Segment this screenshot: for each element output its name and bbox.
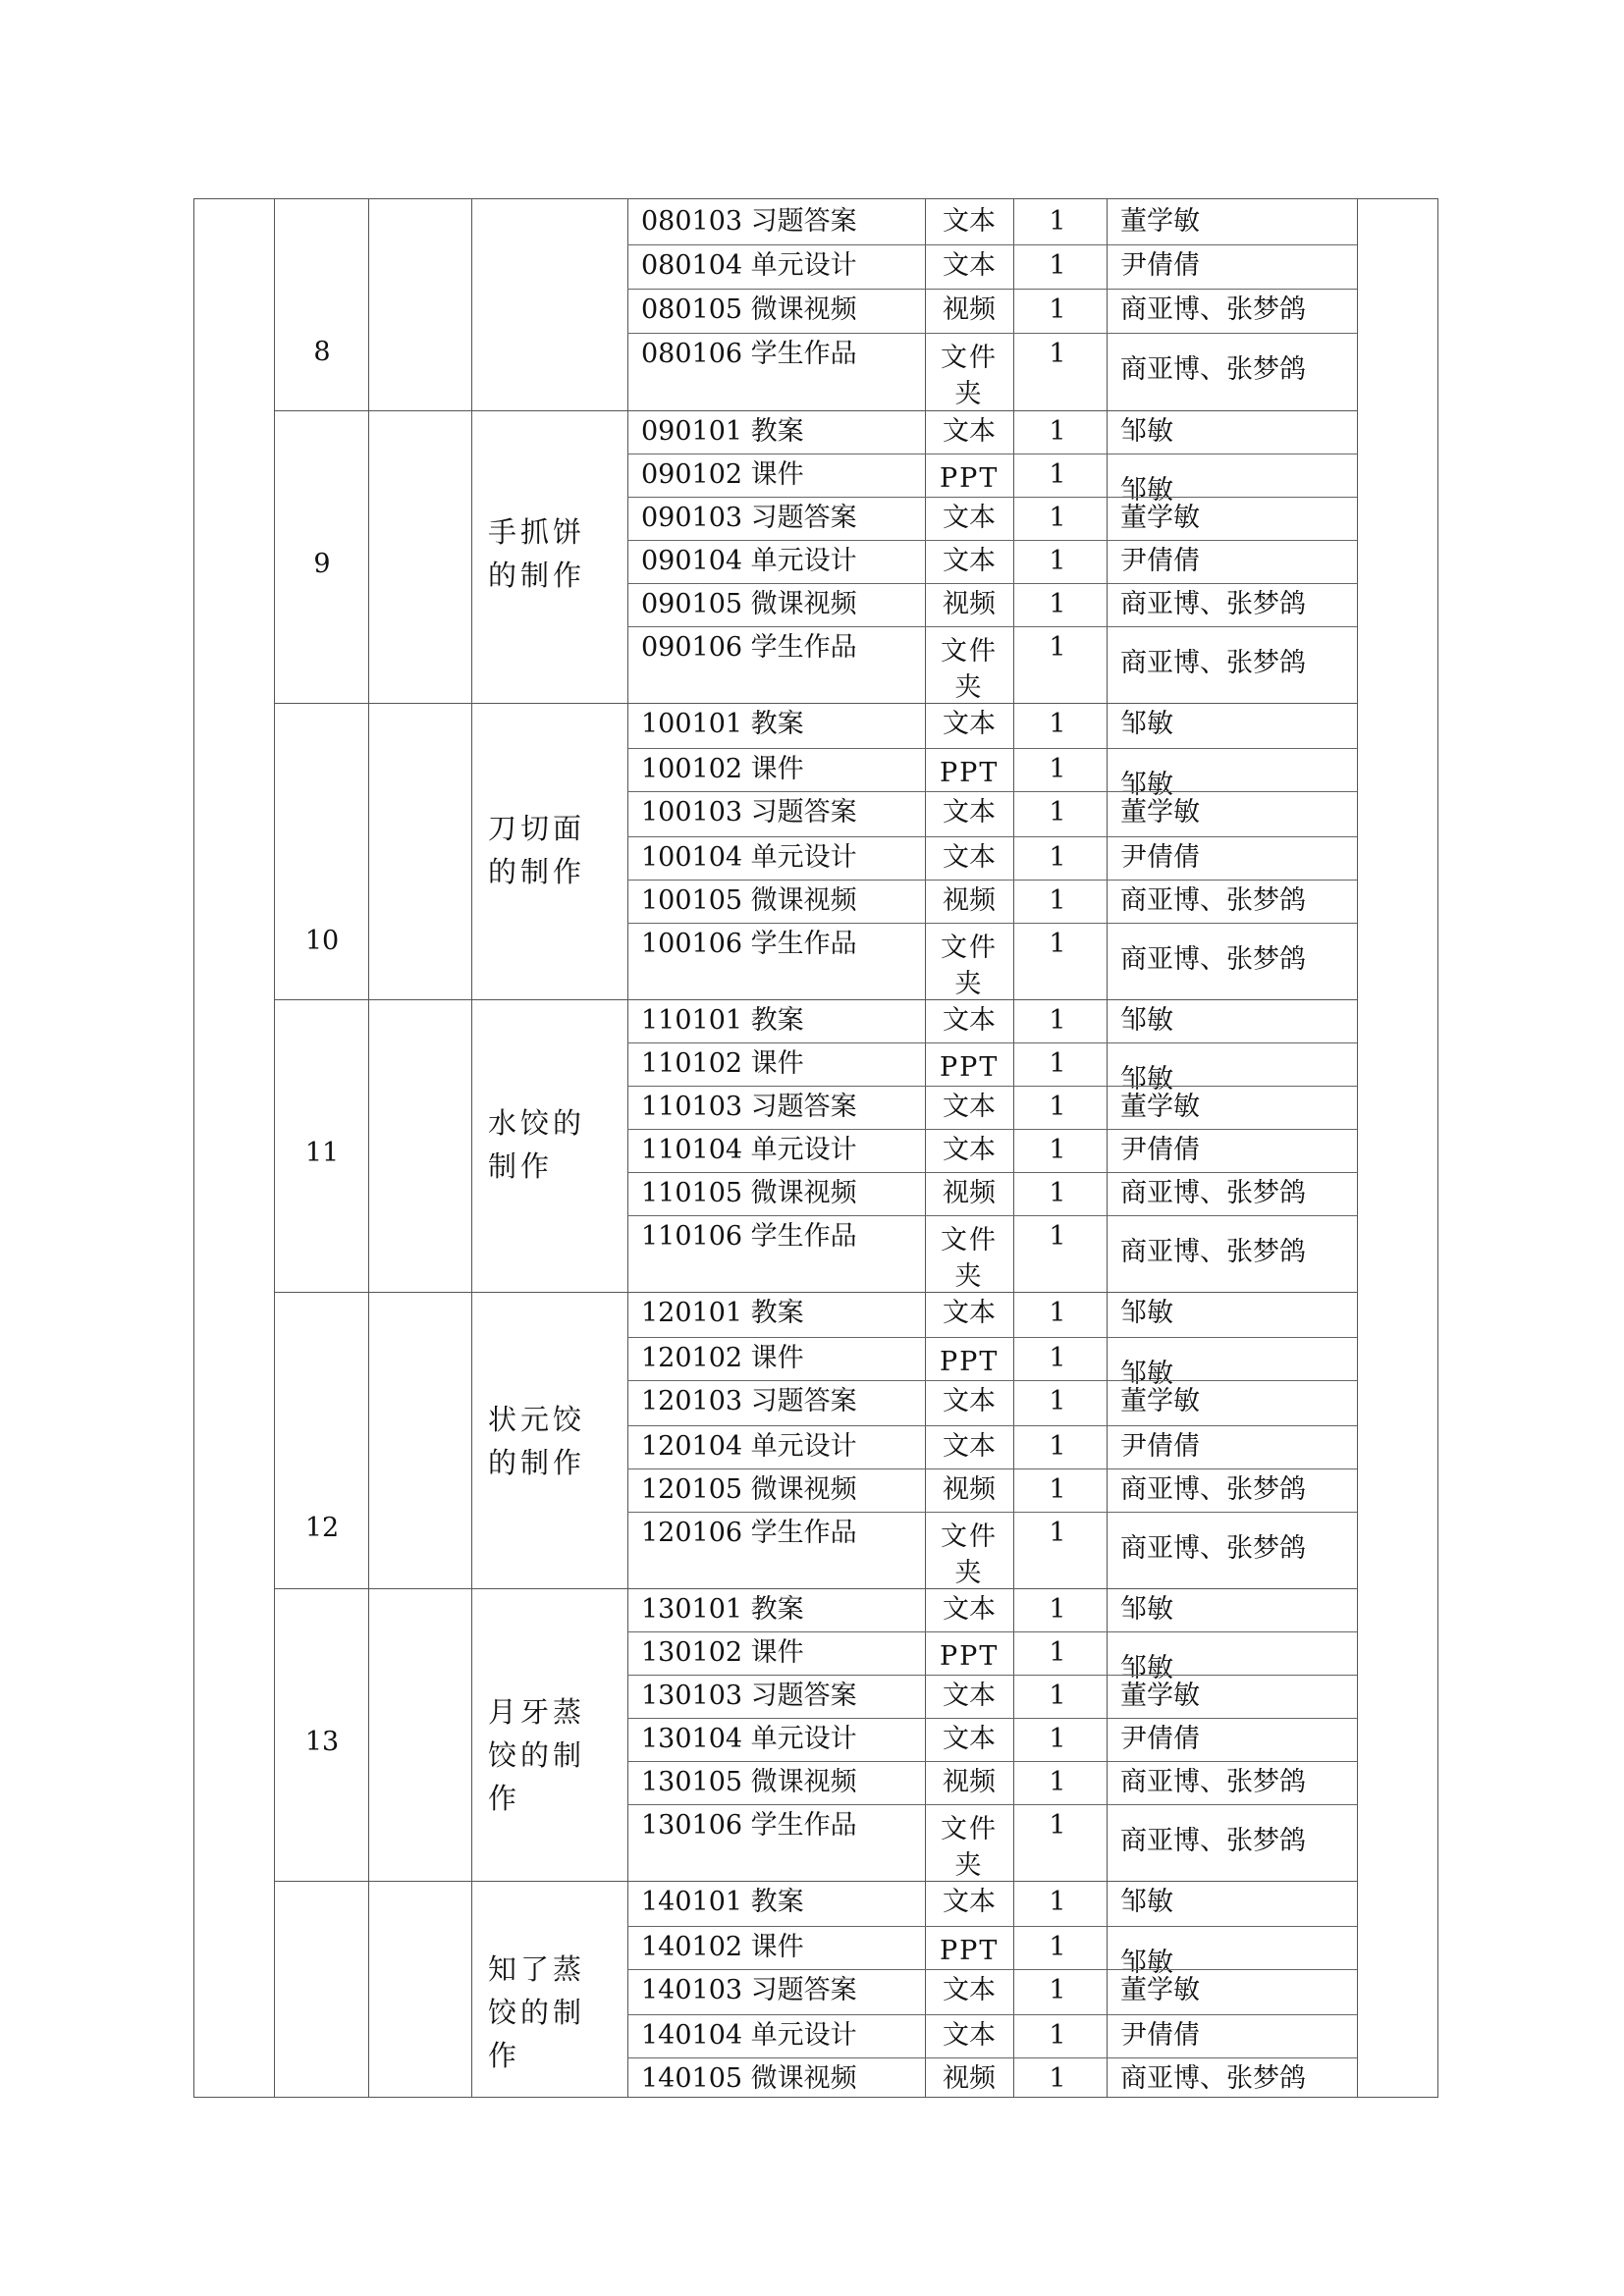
row-divider — [627, 1675, 1357, 1676]
unit-number: 9 — [313, 549, 331, 579]
resource-name: 120103 习题答案 — [641, 1386, 857, 1416]
resource-author: 商亚博、张梦鸽 — [1120, 1533, 1306, 1564]
resource-type: PPT — [940, 1936, 1000, 1966]
resource-quantity: 1 — [1049, 206, 1066, 237]
resource-name: 120105 微课视频 — [641, 1474, 857, 1505]
resource-author: 邹敏 — [1120, 1298, 1173, 1328]
resource-name: 080104 单元设计 — [641, 250, 857, 281]
resource-author: 董学敏 — [1120, 1092, 1200, 1122]
resource-author: 邹敏 — [1120, 1064, 1173, 1095]
resource-quantity: 1 — [1049, 1887, 1066, 1917]
row-divider — [627, 1512, 1357, 1513]
row-divider — [627, 1425, 1357, 1426]
resource-type: 文本 — [943, 2020, 996, 2051]
resource-quantity: 1 — [1049, 416, 1066, 447]
column-divider — [1107, 198, 1108, 2098]
resource-author: 尹倩倩 — [1120, 2020, 1200, 2051]
resource-name: 110101 教案 — [641, 1005, 804, 1036]
resource-quantity: 1 — [1049, 709, 1066, 739]
unit-number: 8 — [313, 337, 331, 367]
resource-author: 商亚博、张梦鸽 — [1120, 944, 1306, 975]
resource-name: 140101 教案 — [641, 1887, 804, 1917]
resource-type: 文本 — [943, 546, 996, 576]
resource-type: 视频 — [943, 2063, 996, 2094]
resource-quantity: 1 — [1049, 1518, 1066, 1548]
resource-name: 100106 学生作品 — [641, 929, 857, 959]
resource-quantity: 1 — [1049, 294, 1066, 325]
resource-name: 110106 学生作品 — [641, 1221, 857, 1252]
resource-author: 商亚博、张梦鸽 — [1120, 589, 1306, 619]
row-divider — [627, 1129, 1357, 1130]
resource-author: 邹敏 — [1120, 1594, 1173, 1625]
resource-quantity: 1 — [1049, 2063, 1066, 2094]
resource-type: 视频 — [943, 885, 996, 916]
resource-quantity: 1 — [1049, 1005, 1066, 1036]
row-divider — [627, 1042, 1357, 1043]
resource-quantity: 1 — [1049, 339, 1066, 369]
resource-type: 文本 — [943, 1386, 996, 1416]
unit-divider — [274, 999, 1357, 1000]
resource-author: 商亚博、张梦鸽 — [1120, 885, 1306, 916]
row-divider — [627, 1969, 1357, 1970]
resource-name: 090103 习题答案 — [641, 503, 857, 533]
resource-name: 130105 微课视频 — [641, 1767, 857, 1797]
row-divider — [627, 923, 1357, 924]
resource-type: 文本 — [943, 1975, 996, 2005]
row-divider — [627, 1468, 1357, 1469]
row-divider — [627, 1172, 1357, 1173]
resource-name: 110103 习题答案 — [641, 1092, 857, 1122]
unit-divider — [274, 1588, 1357, 1589]
resource-name: 110104 单元设计 — [641, 1135, 857, 1165]
resource-name: 090104 单元设计 — [641, 546, 857, 576]
resource-type: 文本 — [943, 1135, 996, 1165]
column-divider — [471, 198, 472, 2098]
resource-name: 110105 微课视频 — [641, 1178, 857, 1208]
lesson-title: 状元饺的制作 — [488, 1403, 586, 1479]
row-divider — [627, 497, 1357, 498]
resource-type: 文本 — [943, 416, 996, 447]
resource-quantity: 1 — [1049, 929, 1066, 959]
row-divider — [627, 1804, 1357, 1805]
resource-author: 邹敏 — [1120, 709, 1173, 739]
resource-author: 邹敏 — [1120, 1653, 1173, 1683]
resource-type: 文本 — [943, 503, 996, 533]
resource-author: 商亚博、张梦鸽 — [1120, 294, 1306, 325]
resource-quantity: 1 — [1049, 2020, 1066, 2051]
resource-type: 文本 — [943, 1681, 996, 1711]
resource-type: 文本 — [943, 1092, 996, 1122]
resource-type: PPT — [940, 1052, 1000, 1083]
resource-type: 文本 — [943, 206, 996, 237]
resource-name: 100101 教案 — [641, 709, 804, 739]
lesson-title: 月牙蒸饺的制作 — [488, 1695, 586, 1815]
resource-author: 董学敏 — [1120, 1975, 1200, 2005]
resource-name: 090106 学生作品 — [641, 632, 857, 663]
resource-type: 视频 — [943, 294, 996, 325]
resource-type: 文本 — [943, 842, 996, 873]
column-divider — [1357, 198, 1358, 2098]
column-divider — [627, 198, 628, 2098]
resource-quantity: 1 — [1049, 1386, 1066, 1416]
resource-name: 120101 教案 — [641, 1298, 804, 1328]
resource-name: 120104 单元设计 — [641, 1431, 857, 1462]
resource-name: 130101 教案 — [641, 1594, 804, 1625]
resource-quantity: 1 — [1049, 1932, 1066, 1962]
resource-quantity: 1 — [1049, 1474, 1066, 1505]
resource-name: 090105 微课视频 — [641, 589, 857, 619]
resource-type: 文件夹 — [941, 1522, 998, 1588]
resource-name: 140105 微课视频 — [641, 2063, 857, 2094]
resource-quantity: 1 — [1049, 1178, 1066, 1208]
resource-name: 140104 单元设计 — [641, 2020, 857, 2051]
resource-name: 080106 学生作品 — [641, 339, 857, 369]
resource-type: 文本 — [943, 1724, 996, 1754]
resource-type: 文本 — [943, 1005, 996, 1036]
resource-type: PPT — [940, 758, 1000, 788]
resource-type: 文件夹 — [941, 933, 998, 999]
resource-type: 文本 — [943, 250, 996, 281]
resource-quantity: 1 — [1049, 1975, 1066, 2005]
resource-author: 尹倩倩 — [1120, 842, 1200, 873]
row-divider — [627, 626, 1357, 627]
resource-author: 商亚博、张梦鸽 — [1120, 648, 1306, 678]
resource-quantity: 1 — [1049, 459, 1066, 490]
resource-quantity: 1 — [1049, 842, 1066, 873]
lesson-title: 手抓饼的制作 — [488, 515, 586, 592]
row-divider — [627, 2014, 1357, 2015]
resource-type: 文本 — [943, 1594, 996, 1625]
resource-author: 邹敏 — [1120, 1359, 1173, 1389]
resource-type: 视频 — [943, 589, 996, 619]
resource-author: 董学敏 — [1120, 503, 1200, 533]
resource-type: 文件夹 — [941, 1225, 998, 1292]
lesson-title: 水饺的制作 — [488, 1106, 586, 1183]
resource-quantity: 1 — [1049, 1594, 1066, 1625]
resource-quantity: 1 — [1049, 1343, 1066, 1373]
lesson-title: 知了蒸饺的制作 — [488, 1952, 586, 2072]
row-divider — [627, 244, 1357, 245]
unit-number: 10 — [304, 926, 340, 956]
unit-number: 13 — [304, 1727, 340, 1757]
resource-author: 邹敏 — [1120, 1948, 1173, 1978]
resource-quantity: 1 — [1049, 503, 1066, 533]
resource-author: 邹敏 — [1120, 1887, 1173, 1917]
resource-type: 文本 — [943, 1298, 996, 1328]
unit-divider — [274, 703, 1357, 704]
resource-author: 邹敏 — [1120, 416, 1173, 447]
resource-quantity: 1 — [1049, 797, 1066, 828]
resource-type: PPT — [940, 1641, 1000, 1672]
resource-quantity: 1 — [1049, 546, 1066, 576]
resource-author: 邹敏 — [1120, 1005, 1173, 1036]
resource-type: 视频 — [943, 1767, 996, 1797]
unit-divider — [274, 1292, 1357, 1293]
resource-quantity: 1 — [1049, 1681, 1066, 1711]
row-divider — [627, 1337, 1357, 1338]
resource-quantity: 1 — [1049, 1048, 1066, 1079]
resource-quantity: 1 — [1049, 885, 1066, 916]
row-divider — [627, 748, 1357, 749]
resource-name: 100105 微课视频 — [641, 885, 857, 916]
column-divider — [368, 198, 369, 2098]
resource-author: 商亚博、张梦鸽 — [1120, 2063, 1306, 2094]
resource-author: 尹倩倩 — [1120, 1724, 1200, 1754]
resource-name: 140102 课件 — [641, 1932, 804, 1962]
resource-author: 尹倩倩 — [1120, 546, 1200, 576]
resource-type: 文件夹 — [941, 343, 998, 409]
resource-quantity: 1 — [1049, 250, 1066, 281]
resource-type: PPT — [940, 1347, 1000, 1377]
resource-name: 130104 单元设计 — [641, 1724, 857, 1754]
row-divider — [627, 583, 1357, 584]
unit-divider — [274, 410, 1357, 411]
resource-name: 100103 习题答案 — [641, 797, 857, 828]
row-divider — [627, 1086, 1357, 1087]
resource-author: 董学敏 — [1120, 206, 1200, 237]
resource-author: 商亚博、张梦鸽 — [1120, 1474, 1306, 1505]
row-divider — [627, 289, 1357, 290]
resource-quantity: 1 — [1049, 754, 1066, 784]
resource-type: 文本 — [943, 709, 996, 739]
resource-name: 130102 课件 — [641, 1637, 804, 1668]
row-divider — [627, 1761, 1357, 1762]
resource-name: 080103 习题答案 — [641, 206, 857, 237]
row-divider — [627, 2057, 1357, 2058]
resource-quantity: 1 — [1049, 1724, 1066, 1754]
row-divider — [627, 540, 1357, 541]
resource-author: 商亚博、张梦鸽 — [1120, 1767, 1306, 1797]
unit-divider — [274, 1881, 1357, 1882]
resource-quantity: 1 — [1049, 1637, 1066, 1668]
resource-type: 视频 — [943, 1178, 996, 1208]
resource-quantity: 1 — [1049, 1767, 1066, 1797]
resource-type: 文件夹 — [941, 636, 998, 703]
resource-author: 尹倩倩 — [1120, 1431, 1200, 1462]
row-divider — [627, 1215, 1357, 1216]
resource-quantity: 1 — [1049, 1810, 1066, 1841]
row-divider — [627, 333, 1357, 334]
resource-quantity: 1 — [1049, 632, 1066, 663]
resource-type: 文本 — [943, 1887, 996, 1917]
unit-number: 12 — [304, 1513, 340, 1543]
resource-name: 090102 课件 — [641, 459, 804, 490]
row-divider — [627, 1631, 1357, 1632]
row-divider — [627, 791, 1357, 792]
resource-name: 080105 微课视频 — [641, 294, 857, 325]
resource-quantity: 1 — [1049, 1298, 1066, 1328]
resource-type: 文本 — [943, 797, 996, 828]
resource-type: 视频 — [943, 1474, 996, 1505]
resource-name: 110102 课件 — [641, 1048, 804, 1079]
resource-type: 文件夹 — [941, 1814, 998, 1881]
resource-type: PPT — [940, 463, 1000, 494]
resource-author: 商亚博、张梦鸽 — [1120, 1178, 1306, 1208]
resource-quantity: 1 — [1049, 1135, 1066, 1165]
resource-quantity: 1 — [1049, 1221, 1066, 1252]
row-divider — [627, 1380, 1357, 1381]
lesson-title: 刀切面的制作 — [488, 812, 586, 888]
resource-quantity: 1 — [1049, 1092, 1066, 1122]
unit-number: 11 — [304, 1138, 340, 1168]
resource-quantity: 1 — [1049, 589, 1066, 619]
resource-name: 090101 教案 — [641, 416, 804, 447]
resource-author: 商亚博、张梦鸽 — [1120, 354, 1306, 385]
resource-author: 尹倩倩 — [1120, 1135, 1200, 1165]
resource-name: 120106 学生作品 — [641, 1518, 857, 1548]
resource-name: 130103 习题答案 — [641, 1681, 857, 1711]
resource-author: 董学敏 — [1120, 1681, 1200, 1711]
resource-name: 100104 单元设计 — [641, 842, 857, 873]
resource-author: 邹敏 — [1120, 770, 1173, 800]
resource-quantity: 1 — [1049, 1431, 1066, 1462]
resource-name: 100102 课件 — [641, 754, 804, 784]
resource-author: 邹敏 — [1120, 475, 1173, 506]
resource-author: 董学敏 — [1120, 797, 1200, 828]
row-divider — [627, 1718, 1357, 1719]
resource-name: 140103 习题答案 — [641, 1975, 857, 2005]
resource-name: 120102 课件 — [641, 1343, 804, 1373]
resource-author: 董学敏 — [1120, 1386, 1200, 1416]
resource-type: 文本 — [943, 1431, 996, 1462]
resource-author: 尹倩倩 — [1120, 250, 1200, 281]
resource-name: 130106 学生作品 — [641, 1810, 857, 1841]
column-divider — [274, 198, 275, 2098]
resource-author: 商亚博、张梦鸽 — [1120, 1237, 1306, 1267]
resource-author: 商亚博、张梦鸽 — [1120, 1826, 1306, 1856]
row-divider — [627, 880, 1357, 881]
row-divider — [627, 836, 1357, 837]
row-divider — [627, 1926, 1357, 1927]
